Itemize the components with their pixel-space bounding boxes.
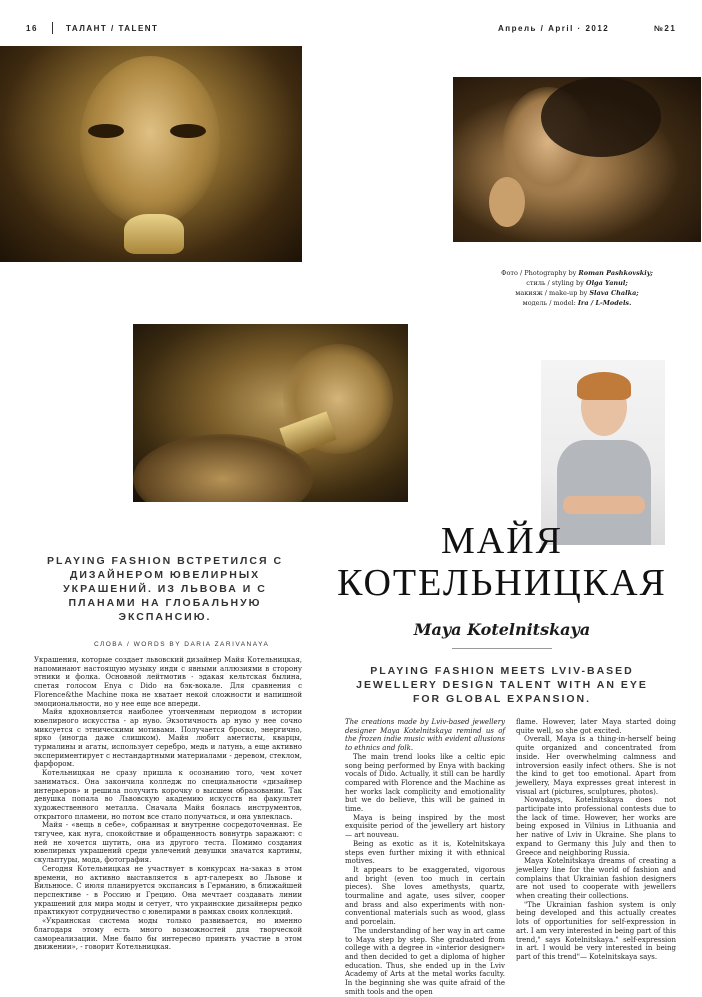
en-paragraph: Being as exotic as it is, Kotelnitskaya steps even further mixing it with ethnical motives.: [345, 839, 505, 866]
article-title: [326, 520, 678, 604]
en-paragraph: Nowadays, Kotelnitskaya does not participate into professional contests due to the lack of time. However, her works are being exposed in Vilnius in Lithuania and her native of Lviv in Ukraine. She plans to expand to Germany this July and then to Greece and neighboring Russia.: [516, 796, 676, 857]
lead-english: PLAYING FASHION MEETS LVIV-BASED JEWELLERY DESIGN TALENT WITH AN EYE FOR GLOBAL EXPANSION.: [356, 665, 648, 705]
ru-paragraph: Сегодня Котельницкая не участвует в конкурсах на-заказ в этом времени, но активно выставляется в арт-галереях во Львове и Вильнюсе. С июля планируется экспансия в Германию, в ближайшей перспективе - в Россию и Грецию. Она мечтает создавать линии украшений для мира моды и сетует, что украинские дизайнеры редко практикуют сотрудничество с ювелирами в рамках своих коллекций.: [34, 864, 302, 917]
en-paragraph: The creations made by Lviv-based jewellery designer Maya Kotelnitskaya remind us of the frozen indie music with evident allusions to ethnics and folk.: [345, 718, 505, 753]
ru-paragraph: Котельницкая не сразу пришла к осознанию того, чем хочет заниматься. Она закончила колледж по специальности «дизайнер интерьеров» и решила получить корочку о высшем образовании. Так девушка попала во Львовскую академию искусств на факультет художественного металла. Сначала Майя боялась инструментов, открытого пламени, но потом все стало получаться, и она увлеклась.: [34, 769, 302, 821]
title-rule: [452, 648, 552, 649]
title-line-2: КОТЕЛЬНИЦКАЯ: [337, 562, 667, 604]
ru-paragraph: Майя - «вещь в себе», собранная и внутренне сосредоточенная. Ее тягучее, как нуга, спокойствие и обращенность вовнутрь заражают: с ней не хочется шутить, она из другого теста. Помимо создания ювелирных украшений среди увлечений девушки значатся картины, скульптуры, мода, фотография.: [34, 821, 302, 865]
title-line-1: МАЙЯ: [440, 520, 564, 562]
ru-paragraph: Майя вдохновляется наиболее утонченным периодом в истории ювелирного искусства - ар нуво. Экзотичность ар нуво у нее сочно миксуется с этническими мотивами. Получается броско, энергично, ярко (иногда даже слишком). Майя любит аметисты, кварцы, турмалины и агаты, использует серебро, медь и латунь, а еще активно экспериментирует с нестандартными материалами - деревом, стеклом, фарфором.: [34, 708, 302, 769]
en-paragraph: Maya Kotelnitskaya dreams of creating a jewellery line for the world of fashion and complains that Ukrainian fashion designers are not used to cooperate with jewellers when creating their collections.: [516, 857, 676, 901]
page-number: 16: [26, 24, 38, 33]
en-paragraph: "The Ukrainian fashion system is only being developed and this actually creates lots of opportunities for self-expression in art. I am very interested in being part of this trend," says Kotelnitskaya." self-expression in art. I would be very interested in being part of this trend"— Kotelnitskaya says.: [516, 900, 676, 961]
header-divider: [52, 22, 53, 34]
ru-paragraph: Украшения, которые создает львовский дизайнер Майя Котельницкая, напоминают настоящую музыку инди с явными аллюзиями в сторону этники и фолка. Основной лейтмотив - эдакая кельтская былина, спетая голосом Enya с Dido на бэк-вокале. Для сравнения с Florence&the Machine пока не хватает некой сложности и напишной эмоциональности, но у нее еще все впереди.: [34, 656, 302, 708]
ru-paragraph: «Украинская система моды только развивается, но именно благодаря этому есть много возможностей для творческой самореализации. Мне было бы интересно принять участие в этом движении», - говорит Котельницкая.: [34, 917, 302, 952]
lead-russian: PLAYING FASHION ВСТРЕТИЛСЯ С ДИЗАЙНЕРОМ ЮВЕЛИРНЫХ УКРАШЕНИЙ. ИЗ ЛЬВОВА И С ПЛАНАМИ НА ГЛОБАЛЬНУЮ ЭКСПАНСИЮ.: [46, 555, 284, 623]
section-title: ТАЛАНТ / TALENT: [66, 24, 159, 33]
en-paragraph: flame. However, later Maya started doing quite well, so she got excited.: [516, 718, 676, 735]
english-body-col1: [345, 718, 505, 997]
russian-body: [34, 656, 302, 952]
photo-model-ring: [453, 77, 701, 242]
en-paragraph: Maya is being inspired by the most exquisite period of the jewellery art history — art nouveau.: [345, 813, 505, 840]
issue-number: №21: [654, 24, 677, 33]
en-paragraph: Overall, Maya is a thing-in-herself being quite organized and concentrated from inside. Her overwhelming calmness and introversion easily infect others. She is not the kind to get too emotional. Apart from jewellery, Maya expresses great interest in visual art (pictures, sculptures, photos).: [516, 735, 676, 796]
photo-model-closeup: [0, 46, 302, 262]
issue-date: Апрель / April · 2012: [498, 24, 610, 33]
en-paragraph: The understanding of her way in art came to Maya step by step. She graduated from college with a degree in «interior designer» and then decided to get a diploma of higher education. Thus, she ended up in the Lviv Academy of Arts at the metal works faculty. In the beginning she was quite afraid of the smith tools and the open: [345, 926, 505, 996]
en-paragraph: It appears to be exaggerated, vigorous and bright (even too much in certain pieces). She loves amethysts, quartz, tourmaline and agate, uses silver, cooper and brass and also experiments with non-conventional materials such as wood, glass and porcelain.: [345, 865, 505, 927]
photo-designer-portrait: [541, 360, 665, 545]
photo-model-reclining: [133, 324, 408, 502]
designer-name-latin: Maya Kotelnitskaya: [413, 620, 591, 639]
photo-credits: Фото / Photography by Roman Pashkovskiy; стиль / styling by Olga Yanul; макияж / make-up by Slava Chalka; модель / model: Ira / L-Models.: [501, 269, 653, 307]
en-paragraph: The main trend looks like a celtic epic song being performed by Enya with backing vocals of Dido. Actually, it still can be hardly compared with Florence and the Machine as her works lack complicity and emotionality but we do believe, this will be gained in time.: [345, 752, 505, 814]
byline: СЛОВА / WORDS BY DARIA ZARIVANAYA: [94, 641, 270, 648]
english-body-col2: [516, 718, 676, 962]
